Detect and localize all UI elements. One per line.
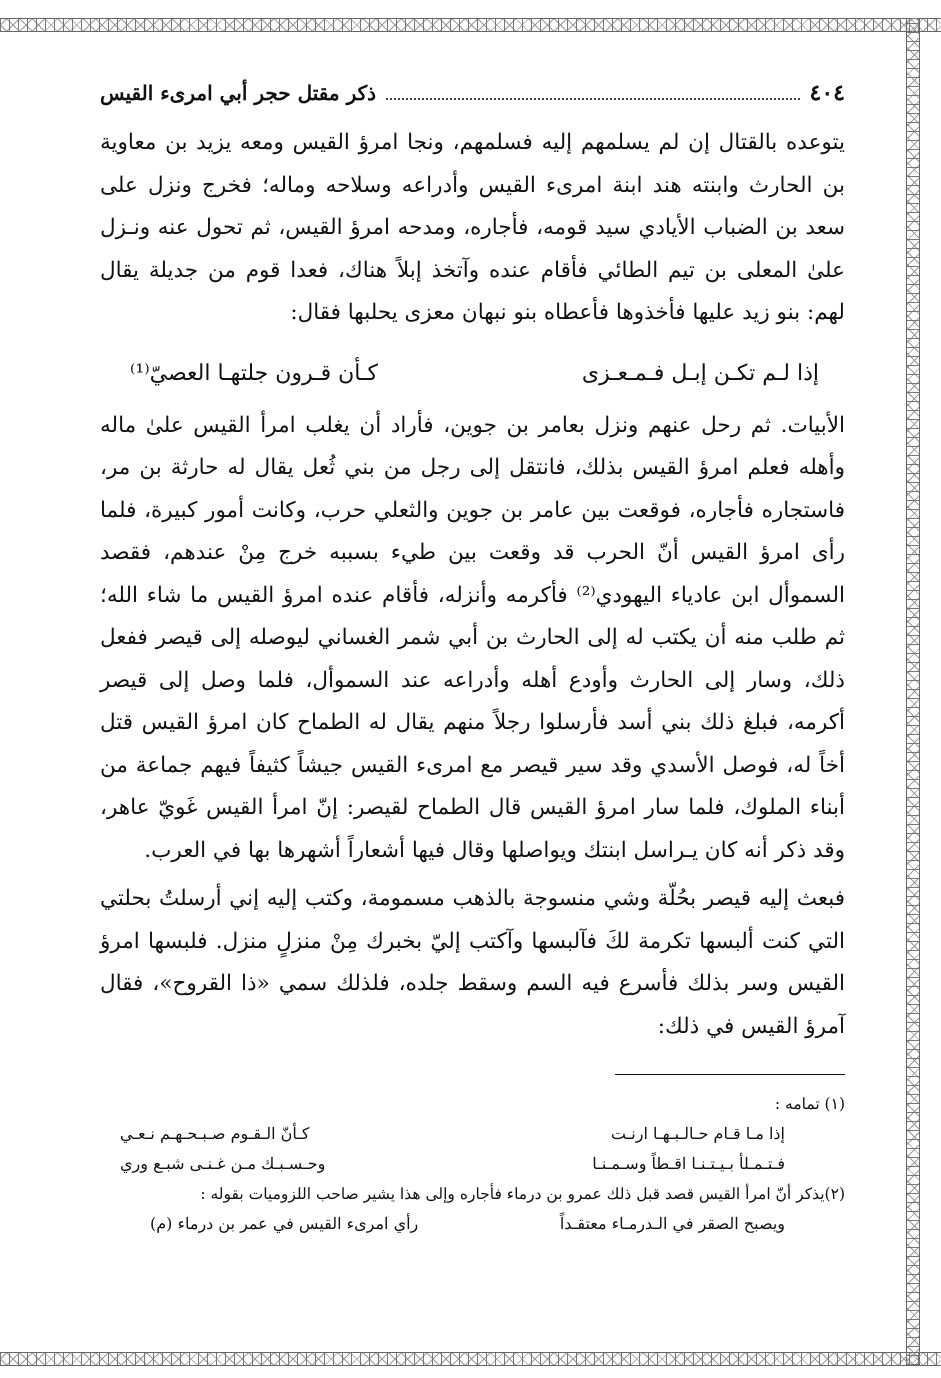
footnote-1-verse-2-hemistich-2: وحـسـبـك مـن غـنـى شبـع وري — [120, 1154, 326, 1173]
footnote-1-verse-1-hemistich-1: إذا مـا قـام حـالـبـهـا ارنـت — [610, 1124, 785, 1143]
footnote-2-verse-hemistich-2: رأي امرىء القيس في عمر بن درماء (م) — [150, 1214, 419, 1233]
footnote-1-verse-1-hemistich-2: كـأنّ الـقـوم صـبـحـهـم نـعـي — [120, 1124, 310, 1143]
footnote-2-verse — [150, 1209, 785, 1239]
footnote-1-label: (١) تمامه : — [774, 1095, 845, 1113]
verse-hemistich-1: إذا لـم تكـن إبـل فـمـعـزى — [581, 360, 819, 386]
running-header — [100, 80, 845, 114]
decorative-border-top — [0, 18, 941, 32]
paragraph-3: فبعث إليه قيصر بحُلّة وشي منسوجة بالذهب مسمومة، وكتب إليه إني أرسلتُ بحلتي التي كنت ألبسها تكرمة لكَ فآلبسها وآكتب إليّ بخبرك مِنْ منزلٍ منزل. فلبسها امرؤ القيس وسر بذلك فأسرع فيه السم وسقط جلده، فلذلك سمي «ذا القروح»، فقال آمرؤ القيس في ذلك: — [100, 886, 845, 1039]
verse-hemistich-2: كـأن قـرون جلتهـا العصيّ⁽¹⁾ — [130, 360, 378, 386]
decorative-border-right — [906, 18, 920, 1365]
page-number: ٤٠٤ — [809, 80, 845, 106]
footnote-1-verse-1 — [120, 1119, 785, 1149]
footnote-separator — [615, 1074, 845, 1075]
header-dotted-leader — [386, 84, 799, 100]
paragraph-1: يتوعده بالقتال إن لم يسلمهم إليه فسلمهم، ونجا امرؤ القيس ومعه يزيد بن معاوية بن الحارث وابنته هند ابنة امرىء القيس وأدراعه وسلاحه وماله؛ فخرج ونزل على سعد بن الضباب الأيادي سيد قومه، فأجاره، ومدحه امرؤ القيس، ثم تحول عنه ونـزل علىٰ المعلى بن تيم الطائي فأقام عنده وآتخذ إبلاً هناك، فعدا قوم من جديلة يقال لهم: بنو زيد عليها فأخذوها فأعطاه بنو نبهان معزى يحلبها فقال: — [100, 130, 845, 325]
paragraph-2: الأبيات. ثم رحل عنهم ونزل بعامر بن جوين، فأراد أن يغلب امرأ القيس علىٰ ماله وأهله فعلم امرؤ القيس بذلك، فانتقل إلى رجل من بني ثُعل يقال له حارثة بن مر، فاستجاره فأجاره، فوقعت بين عامر بن جوين والثعلي حرب، وكانت أمور كبيرة، فلما رأى امرؤ القيس أنّ الحرب قد وقعت بين طيء بسببه خرج مِنْ عندهم، فقصد السموأل ابن عادياء اليهودي⁽²⁾ فأكرمه وأنزله، فأقام عنده امرؤ القيس ما شاء الله؛ ثم طلب منه أن يكتب له إلى الحارث بن أبي شمر الغساني ليوصله إلى قيصر ففعل ذلك، وسار إلى الحارث وأودع أهله وأدراعه عند السموأل، فلما وصل إلى قيصر أكرمه، فبلغ ذلك بني أسد فأرسلوا رجلاً منهم يقال له الطماح كان امرؤ القيس قتل أخاً له، فوصل الأسدي وقد سير قيصر مع امرىء القيس جيشاً كثيفاً فيهم جماعة من أبناء الملوك، فلما سار امرؤ القيس قال الطماح لقيصر: إنّ امرأ القيس غَويّ عاهر، وقد ذكر أنه كان يـراسل ابنتك ويواصلها وقال فيها أشعاراً أشهرها بها في العرب. — [100, 412, 845, 863]
decorative-border-bottom — [0, 1352, 941, 1366]
footnote-2-text: (٢)يذكر أنّ امرأ القيس قصد قبل ذلك عمرو بن درماء فأجاره وإلى هذا يشير صاحب اللزوميات بقوله : — [200, 1185, 845, 1203]
verse-line — [130, 353, 819, 395]
chapter-title: ذكر مقتل حجر أبي امرىء القيس — [100, 81, 377, 105]
footnote-1-verse-2-hemistich-1: فـتـمـلأ بـيـتـنـا اقـطاً وسـمـنـا — [592, 1154, 785, 1173]
book-page — [100, 80, 845, 1239]
footnote-1-verse-2 — [120, 1149, 785, 1179]
footnote-2-verse-hemistich-1: ويصبح الصقر في الـدرمـاء معتقـداً — [559, 1214, 785, 1233]
